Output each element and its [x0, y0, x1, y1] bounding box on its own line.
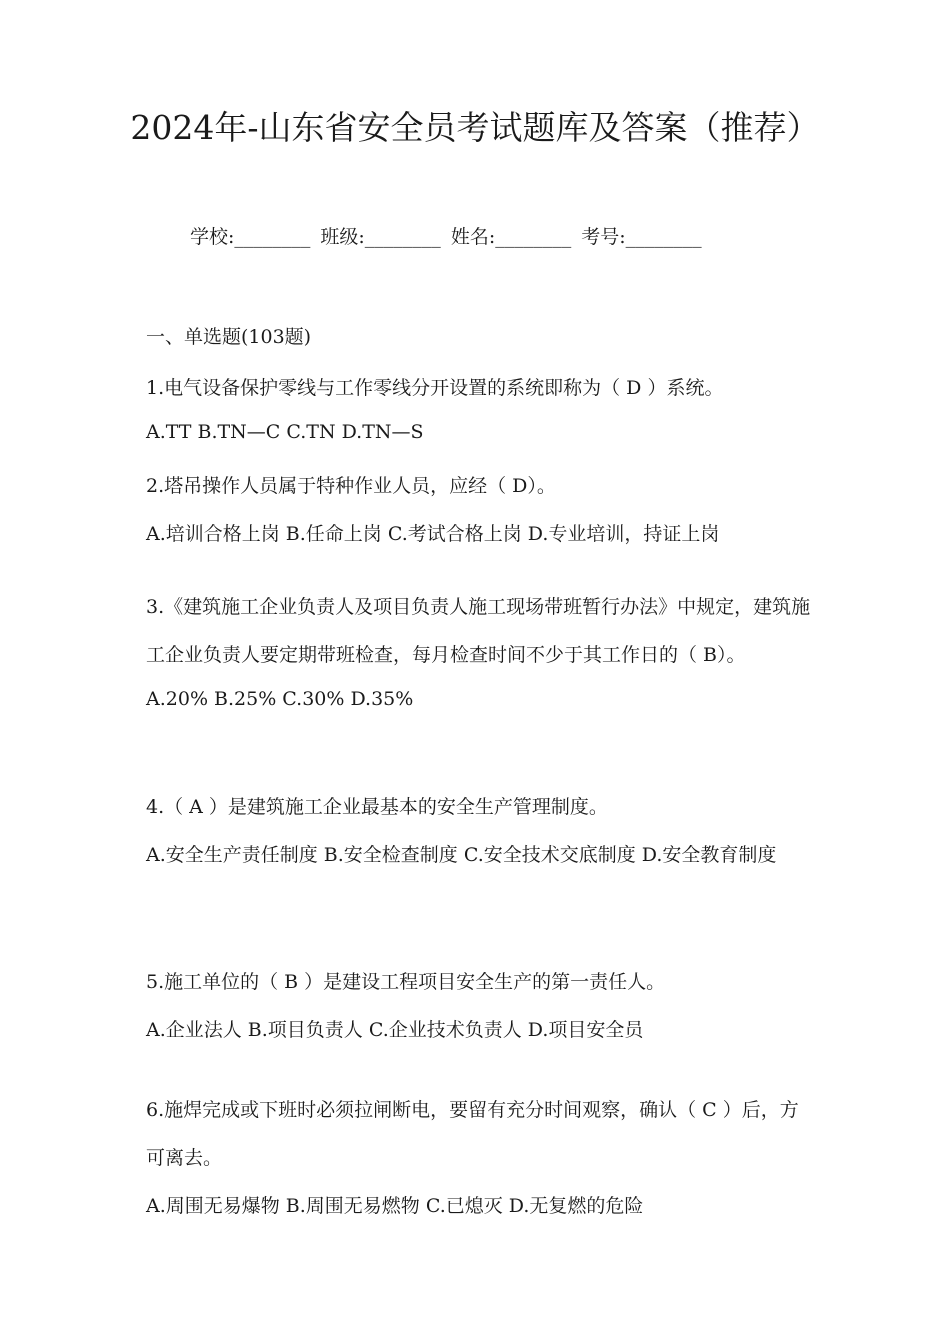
question-4	[146, 783, 816, 879]
class-field: 班级:________	[320, 226, 441, 248]
question-stem: 1.电气设备保护零线与工作零线分开设置的系统即称为（ D ）系统。	[146, 377, 724, 399]
question-stem: 3.《建筑施工企业负责人及项目负责人施工现场带班暂行办法》中规定，建筑施工企业负责人要定期带班检查，每月检查时间不少于其工作日的（ B）。	[146, 596, 811, 666]
question-3	[146, 583, 816, 719]
document-title: 2024年-山东省安全员考试题库及答案（推荐）	[130, 108, 820, 147]
question-stem: 5.施工单位的（ B ）是建设工程项目安全生产的第一责任人。	[146, 971, 666, 993]
question-5	[146, 958, 816, 1054]
question-options: A.周围无易爆物 B.周围无易燃物 C.已熄灭 D.无复燃的危险	[146, 1195, 644, 1217]
question-options: A.TT B.TN—C C.TN D.TN—S	[146, 421, 424, 443]
question-1	[146, 364, 816, 452]
question-options: A.企业法人 B.项目负责人 C.企业技术负责人 D.项目安全员	[146, 1019, 644, 1041]
question-2	[146, 462, 816, 558]
student-info-line	[190, 222, 702, 249]
question-stem: 4.（ A ）是建筑施工企业最基本的安全生产管理制度。	[146, 796, 608, 818]
name-field: 姓名:________	[450, 226, 572, 248]
question-options: A.培训合格上岗 B.任命上岗 C.考试合格上岗 D.专业培训，持证上岗	[146, 523, 720, 545]
question-stem: 2.塔吊操作人员属于特种作业人员，应经（ D）。	[146, 475, 556, 497]
question-stem: 6.施焊完成或下班时必须拉闸断电，要留有充分时间观察，确认（ C ）后，方可离去。	[146, 1099, 799, 1169]
school-field: 学校:________	[190, 226, 311, 248]
question-6	[146, 1086, 816, 1230]
question-options: A.安全生产责任制度 B.安全检查制度 C.安全技术交底制度 D.安全教育制度	[146, 844, 777, 866]
section-heading: 一、单选题(103题)	[146, 326, 312, 348]
question-options: A.20% B.25% C.30% D.35%	[146, 688, 414, 710]
exam-number-field: 考号:________	[581, 226, 702, 248]
